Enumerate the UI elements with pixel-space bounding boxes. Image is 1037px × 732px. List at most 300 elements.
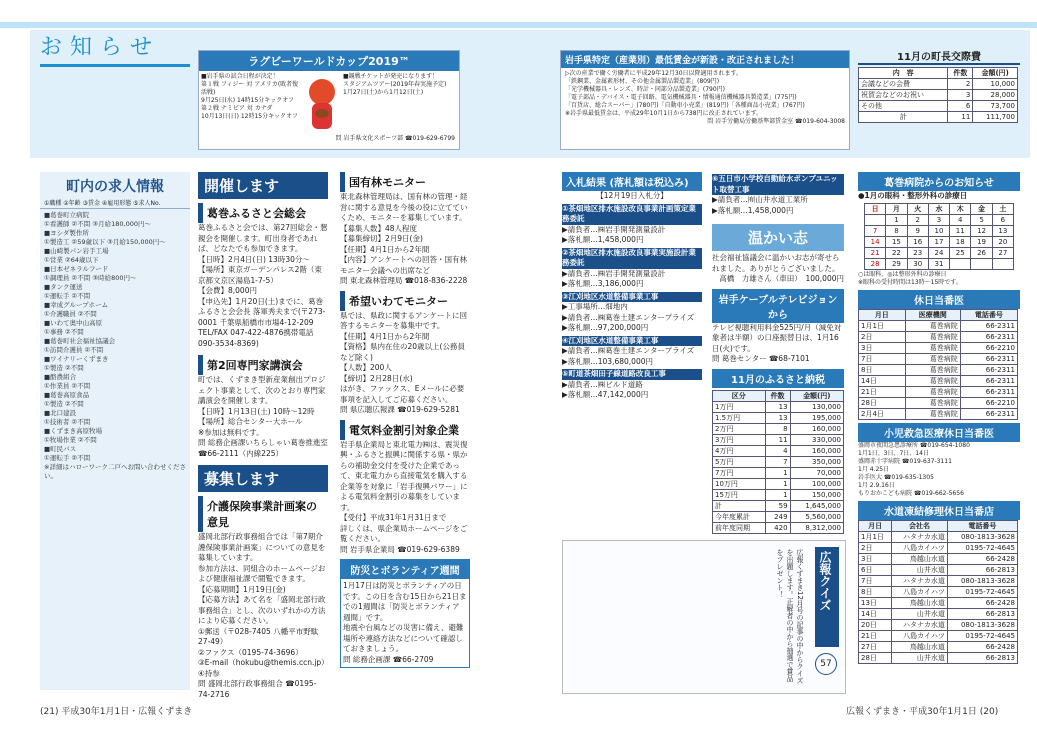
kyujitsu-cell: 葛巻病院 bbox=[905, 408, 960, 419]
furusato-cell: 1 bbox=[765, 478, 790, 489]
furusato-cell: 4 bbox=[765, 445, 790, 456]
footer-left: (21) 平成30年1月1日・広報くずまき bbox=[40, 707, 193, 717]
rugby-panel bbox=[198, 50, 460, 150]
kosai-header: 件数 bbox=[948, 68, 973, 79]
kosai-title: 11月の町長交際費 bbox=[858, 48, 1020, 65]
kuzumaki-line: 【会費】8,000円 bbox=[198, 286, 257, 295]
kibo-line: 【人数】200人 bbox=[340, 363, 392, 372]
quiz-panel bbox=[562, 540, 846, 694]
kyujitsu-header: 医療機関 bbox=[905, 309, 960, 320]
kaigo-line: 参加方法は、同組合のホームページおよび健康福祉課で閲覧できます。 bbox=[198, 563, 326, 583]
calendar-day-header: 火 bbox=[907, 203, 928, 214]
suido-cell: 3日 bbox=[859, 553, 892, 564]
kyujitsu-cell: 葛巻病院 bbox=[905, 353, 960, 364]
kyujitsu-cell: 1月1日 bbox=[859, 320, 906, 331]
nyusatsu-continued bbox=[712, 174, 844, 216]
shoni-title: 小児救急医療休日当番医 bbox=[858, 423, 1020, 442]
kibo-line: 【締切】2月28日(水) bbox=[340, 373, 413, 383]
suido-cell: 080-1813-3628 bbox=[947, 575, 1017, 586]
wage-line: 「鉄鋼業、金属素形材、その他金属製品製造業」(809円) bbox=[565, 78, 720, 85]
kibo-head: 希望いわてモニター bbox=[340, 291, 470, 311]
kyujin-list bbox=[40, 209, 190, 483]
kazoku-line: ※参加は無料です。 bbox=[198, 427, 264, 437]
kuzumaki-line: 【日時】2月4日(日) 13時30分〜 bbox=[198, 254, 310, 264]
nyusatsu-list bbox=[562, 204, 702, 401]
furusato-cell: 5万円 bbox=[713, 456, 766, 467]
kazoku-body bbox=[198, 375, 328, 459]
kokuyu-head: 国有林モニター bbox=[340, 172, 470, 192]
suido-cell: 山井水道 bbox=[892, 652, 948, 663]
kibo-body bbox=[340, 311, 470, 416]
kibo-line: 【任期】4月1日から2年間 bbox=[340, 331, 430, 341]
calendar-day bbox=[992, 258, 1013, 269]
atataka-title: 温かい志 bbox=[712, 224, 844, 251]
hospital-note: ○は眼科、◎は整形外科の診療日 bbox=[858, 270, 947, 278]
kyujin-line: ■ヨシダ製作所 bbox=[44, 229, 89, 237]
kyujitsu-cell: 葛巻病院 bbox=[905, 320, 960, 331]
suido-cell: 28日 bbox=[859, 652, 892, 663]
title-char: せ bbox=[130, 35, 153, 60]
suido-cell: ハタナカ水道 bbox=[892, 575, 948, 586]
rugby-line: 第１戦 フィジー 対 アメリカ(敗者復活戦) bbox=[201, 81, 299, 96]
suido-cell: 鳥越山水道 bbox=[892, 641, 948, 652]
footer-right: 広報くずまき・平成30年1月1日 (20) bbox=[846, 707, 999, 717]
furusato-cell: 4万円 bbox=[713, 445, 766, 456]
kyujitsu-cell: 66-2311 bbox=[960, 331, 1017, 342]
furusato-cell: 330,000 bbox=[790, 434, 843, 445]
kyujitsu-cell: 66-2311 bbox=[960, 386, 1017, 397]
calendar-day: 23 bbox=[907, 247, 928, 258]
furusato-cell: 1.5万円 bbox=[713, 412, 766, 423]
calendar-day bbox=[865, 214, 886, 225]
calendar-day bbox=[971, 258, 992, 269]
hospital-note: ※眼科の受付時間は13時〜15時です。 bbox=[858, 278, 962, 286]
nyusatsu-item-line: ▶請負者…㈱ビルド道路 bbox=[562, 379, 643, 389]
kyujin-panel bbox=[40, 172, 190, 690]
calendar-day: 7 bbox=[865, 225, 886, 236]
kyujitsu-cell: 葛巻病院 bbox=[905, 364, 960, 375]
furusato-header: 金額(円) bbox=[790, 390, 843, 401]
kibo-line: 県では、県政に関するアンケートに回答するモニターを募集中です。 bbox=[340, 310, 468, 330]
shoni-line: もりおかこども病院 ☎019-662-5656 bbox=[858, 489, 964, 497]
furusato-cell: 130,000 bbox=[790, 401, 843, 412]
calendar-day: 25 bbox=[950, 247, 971, 258]
title-char: ら bbox=[100, 35, 123, 60]
furusato-cell: 8,312,000 bbox=[790, 522, 843, 533]
kosai-cell: 3 bbox=[948, 90, 973, 101]
kokuyu-line: 【任期】4月1日から2年間 bbox=[340, 244, 430, 254]
kaigo-line: ④持参 bbox=[198, 668, 220, 678]
suido-cell: 66-2813 bbox=[947, 652, 1017, 663]
kyujitsu-cell: 葛巻病院 bbox=[905, 386, 960, 397]
calendar-day: 16 bbox=[907, 236, 928, 247]
kyujin-line: ■いわて奥中山高原 bbox=[44, 319, 103, 327]
furusato-cell: 13 bbox=[765, 412, 790, 423]
furusato-cell: 5,560,000 bbox=[790, 511, 843, 522]
kosai-cell: 11 bbox=[948, 112, 973, 123]
kazoku-line: 【場所】総合センター大ホール bbox=[198, 417, 303, 426]
kosai-cell: 会議などの会費 bbox=[859, 79, 948, 90]
furusato-cell: 1 bbox=[765, 489, 790, 500]
kyujin-line: ①製造工 ②59歳以下 ③月給150,000円〜 bbox=[44, 238, 166, 246]
kosai-cell: その他 bbox=[859, 101, 948, 112]
suido-cell: 66-2813 bbox=[947, 608, 1017, 619]
calendar-day: 20 bbox=[992, 236, 1013, 247]
boshu-heading: 募集します bbox=[198, 465, 328, 492]
rugby-line: 9月25日(水) 14時15分キックオフ bbox=[201, 97, 295, 104]
furusato-header: 区分 bbox=[713, 390, 766, 401]
cable-body: テレビ視聴利用料金525円/月（減免対象者は半額）の口座振替日は、1月16日(火)です。 bbox=[712, 322, 842, 353]
calendar-day: 28 bbox=[865, 258, 886, 269]
suido-cell: 八島カイハツ bbox=[892, 630, 948, 641]
suido-table bbox=[858, 520, 1018, 664]
furusato-table bbox=[712, 390, 844, 534]
suido-header: 会社名 bbox=[892, 520, 948, 531]
suido-title: 水道凍結修理休日当番店 bbox=[858, 501, 1020, 520]
denki-line: 【受付】平成31年1月31日まで bbox=[340, 513, 447, 522]
furusato-cell: 195,000 bbox=[790, 412, 843, 423]
kaigo-line: ①郵送（〒028-7405 八幡平市野駄27-49） bbox=[198, 626, 319, 646]
kaisai-heading: 開催します bbox=[198, 172, 328, 199]
calendar-day: 22 bbox=[886, 247, 907, 258]
wage-panel bbox=[560, 50, 850, 150]
furusato-cell: 2万円 bbox=[713, 423, 766, 434]
suido-cell: 66-2813 bbox=[947, 564, 1017, 575]
kokuyu-line: 東北森林管理局は、国有林の管理・経営に関する意見を今後の役に立てていくため、モニターを募集しています。 bbox=[340, 192, 468, 222]
kyujitsu-cell: 葛巻病院 bbox=[905, 375, 960, 386]
kyujin-line: ①看護師 ②不問 ③月給180,000円〜 bbox=[44, 220, 151, 228]
kibo-line: はがき、ファックス、Eメールに必要事項を記入してご応募ください。 bbox=[340, 384, 465, 404]
nyusatsu-date: 【12月19日入札分】 bbox=[596, 191, 668, 200]
kosai-cell: 73,700 bbox=[973, 101, 1018, 112]
kyujin-line: ■日本ゼネラルフード bbox=[44, 265, 109, 273]
kyujin-line: ①運転手 ②不問 bbox=[44, 292, 91, 300]
kazoku-line: 町では、くずまき型新産業創出プロジェクト事業として、次のとおり専門家講演会を開催します。 bbox=[198, 375, 326, 405]
furusato-cell: 計 bbox=[713, 500, 766, 511]
calendar-day: 19 bbox=[971, 236, 992, 247]
furusato-cell: 160,000 bbox=[790, 423, 843, 434]
suido-cell: 6日 bbox=[859, 564, 892, 575]
calendar-day: 8 bbox=[886, 225, 907, 236]
nyusatsu-title: 入札結果 (落札額は税込み) bbox=[562, 172, 702, 191]
quiz-text: 広報くずまき12月号の記事の中からクイズを出題します。正解者の中から抽選で賞品をプレゼント！ bbox=[776, 549, 804, 684]
wage-line: 「電子部品・デバイス・電子回路、電気機械器具・情報通信機械器具製造業」(775円) bbox=[565, 94, 797, 101]
kosai-cell: 28,000 bbox=[973, 90, 1018, 101]
kyujitsu-cell: 2日 bbox=[859, 331, 906, 342]
kyujitsu-header: 月日 bbox=[859, 309, 906, 320]
nyusatsu-item-head: ②茶畑地区排水施設改良事業実施設計業務委託 bbox=[562, 248, 702, 269]
calendar-day: 30 bbox=[907, 258, 928, 269]
kyujin-line: ①製造 ②不問 bbox=[44, 364, 84, 372]
calendar-day-header: 水 bbox=[928, 203, 949, 214]
kyujitsu-cell: 8日 bbox=[859, 364, 906, 375]
suido-cell: 1月1日 bbox=[859, 531, 892, 542]
kosai-table bbox=[858, 67, 1018, 123]
kyujitsu-cell: 28日 bbox=[859, 397, 906, 408]
suido-header: 電話番号 bbox=[947, 520, 1017, 531]
kokuyu-line: 【募集人数】48人程度 bbox=[340, 223, 418, 233]
nyusatsu-item-line: ▶請負者…㈱岩手開発測量設計 bbox=[562, 224, 666, 234]
furusato-cell: 249 bbox=[765, 511, 790, 522]
kyujin-line: ■町民バス bbox=[44, 445, 77, 453]
col6-column bbox=[858, 172, 1020, 692]
kyujin-line: ※詳細はハローワーク二戸へお問い合わせください。 bbox=[44, 463, 186, 480]
suido-cell: 八島カイハツ bbox=[892, 586, 948, 597]
furusato-cell: 8 bbox=[765, 423, 790, 434]
bousai-body bbox=[341, 579, 469, 667]
calendar-day: 13 bbox=[992, 225, 1013, 236]
bousai-line: 地震や台風などの災害に備え、避難場所や連絡方法などについて確認しておきましょう。 bbox=[343, 623, 464, 653]
furusato-cell: 59 bbox=[765, 500, 790, 511]
suido-cell: 8日 bbox=[859, 586, 892, 597]
suido-cell: 14日 bbox=[859, 608, 892, 619]
calendar-day: 17 bbox=[928, 236, 949, 247]
suido-cell: 080-1813-3628 bbox=[947, 619, 1017, 630]
suido-cell: 7日 bbox=[859, 575, 892, 586]
kuzumaki-line: 葛巻ふるさと会では、第27回総会・懇親会を開催します。町出身者であれば、どなたでも参加できます。 bbox=[198, 223, 328, 253]
kuzumaki-head: 葛巻ふるさと会総会 bbox=[198, 203, 328, 223]
col5-column bbox=[712, 172, 844, 532]
shoni-list bbox=[858, 442, 1020, 498]
furusato-cell: 350,000 bbox=[790, 456, 843, 467]
suido-cell: 66-2428 bbox=[947, 641, 1017, 652]
denki-body bbox=[340, 440, 470, 556]
nyusatsu-item-line: ▶落札額…3,186,000円 bbox=[562, 279, 644, 288]
furusato-cell: 160,000 bbox=[790, 445, 843, 456]
suido-cell: 66-2428 bbox=[947, 597, 1017, 608]
calendar-day: 10 bbox=[928, 225, 949, 236]
calendar-day: 27 bbox=[992, 247, 1013, 258]
kosai-cell: 2 bbox=[948, 79, 973, 90]
rugby-title: ラグビーワールドカップ2019™ bbox=[199, 51, 459, 71]
kyujin-line: ■葛巻町立病院 bbox=[44, 211, 90, 219]
kyujitsu-cell: 葛巻病院 bbox=[905, 331, 960, 342]
calendar-day: 29 bbox=[886, 258, 907, 269]
furusato-cell: 10万円 bbox=[713, 478, 766, 489]
kazoku-line: 問 総務企画課いちらしゃい葛巻推進室 ☎66-2111（内線225） bbox=[198, 438, 328, 458]
calendar-day: 24 bbox=[928, 247, 949, 258]
rugby-line: 10月13日(日) 12時15分キックオフ bbox=[201, 113, 298, 120]
kyujitsu-cell: 葛巻病院 bbox=[905, 397, 960, 408]
kosai-panel bbox=[858, 48, 1020, 148]
calendar-day: 1 bbox=[886, 214, 907, 225]
kyujin-line: ■酪農組合 bbox=[44, 373, 77, 381]
quiz-title: 広報クイズ bbox=[818, 551, 832, 611]
kuzumaki-body bbox=[198, 223, 328, 349]
kuzumaki-line: 【場所】東京ガーデンパレス2階（東京都文京区湯島1-7-5） bbox=[198, 265, 322, 285]
kaigo-line: 【応募方法】あて名を「盛岡北部行政事務組合」とし、次のいずれかの方法により応募ください。 bbox=[198, 595, 326, 625]
furusato-cell: 1万円 bbox=[713, 401, 766, 412]
nyusatsu-item-head: ⑥五日市小学校自動給水ポンプユニット取替工事 bbox=[712, 174, 844, 195]
furusato-cell: 15万円 bbox=[713, 489, 766, 500]
atataka-body: 社会福祉協議会に温かいお志が寄せられました。ありがとうございました。 bbox=[712, 253, 840, 273]
suido-header: 月日 bbox=[859, 520, 892, 531]
kokuyu-body bbox=[340, 192, 470, 287]
kyujin-line: ■ワイナリーくずまき bbox=[44, 355, 109, 363]
suido-cell: 66-2428 bbox=[947, 553, 1017, 564]
title-char: 知 bbox=[70, 35, 93, 60]
nyusatsu-item-line: ▶落札額…1,458,000円 bbox=[562, 235, 644, 244]
wage-line: 「百貨店、総合スーパー」(780円)「自動車小売業」(819円)「各種商品小売業」(767円) bbox=[565, 102, 805, 109]
bousai-line: 1月17日は防災とボランティアの日です。この日を含む15日から21日までの1週間は「防災とボランティア週間」です。 bbox=[343, 581, 467, 622]
calendar-day-header: 金 bbox=[971, 203, 992, 214]
calendar-day: 2 bbox=[907, 214, 928, 225]
suido-cell: 20日 bbox=[859, 619, 892, 630]
hospital-title: 葛巻病院からのお知らせ bbox=[858, 172, 1020, 191]
title-char: お bbox=[40, 35, 63, 60]
rugby-line: 第２戦 ナミビア 対 カナダ bbox=[201, 105, 273, 112]
kyujin-line: ■くずまき高原牧場 bbox=[44, 427, 103, 435]
kyujitsu-cell: 21日 bbox=[859, 386, 906, 397]
nyusatsu-item-line: ▶落札額…47,142,000円 bbox=[562, 390, 649, 399]
furusato-cell: 420 bbox=[765, 522, 790, 533]
kosai-cell: 6 bbox=[948, 101, 973, 112]
kyujin-line: ①調理員 ②不問 ③時給800円〜 bbox=[44, 274, 137, 282]
kyujitsu-cell: 66-2311 bbox=[960, 364, 1017, 375]
calendar-day: 18 bbox=[950, 236, 971, 247]
kyujitsu-cell: 2月4日 bbox=[859, 408, 906, 419]
kosai-cell: 111,700 bbox=[973, 112, 1018, 123]
furusato-cell: 70,000 bbox=[790, 467, 843, 478]
kyujitsu-table bbox=[858, 309, 1018, 420]
nyusatsu-item-line: ▶落札額…1,458,000円 bbox=[712, 205, 794, 215]
furusato-header: 件数 bbox=[765, 390, 790, 401]
furusato-cell: 13 bbox=[765, 401, 790, 412]
kokuyu-line: 【内容】アンケートへの回答・国有林モニター会議への出席など bbox=[340, 255, 468, 275]
suido-cell: 2日 bbox=[859, 542, 892, 553]
calendar-day: 21 bbox=[865, 247, 886, 258]
kokuyu-line: 【募集締切】2月9日(金) bbox=[340, 234, 423, 243]
kaigo-line: ③E-mail（hokubu@themis.ccn.jp） bbox=[198, 658, 329, 667]
kyujitsu-cell: 66-2210 bbox=[960, 342, 1017, 353]
suido-cell: 山井水道 bbox=[892, 608, 948, 619]
kyujitsu-title: 休日当番医 bbox=[858, 290, 1020, 309]
kyujin-line: ①訪問介護員 ②不問 bbox=[44, 346, 104, 354]
nyusatsu-item-line: ▶請負者…㈲山井水道工業所 bbox=[712, 195, 808, 204]
kyujin-lead: ①職種 ②年齢 ③賃金 ④雇用形態 ⑤求人No. bbox=[40, 200, 190, 209]
furusato-cell: 3万円 bbox=[713, 434, 766, 445]
kokuyu-line: 問 東北森林管理局 ☎018-836-2228 bbox=[340, 276, 468, 285]
kyujin-line: ■北口建設 bbox=[44, 409, 77, 417]
cable-contact: 問 葛巻センター ☎68-7101 bbox=[712, 354, 810, 363]
nyusatsu-item-head: ③江刈地区水道整備事業工事 bbox=[562, 292, 702, 303]
rugby-contact: 問 岩手県文化スポーツ部 ☎019-629-6799 bbox=[335, 135, 455, 142]
kyujitsu-cell: 66-2311 bbox=[960, 408, 1017, 419]
kyujin-line: ①牧場作業 ②不問 bbox=[44, 436, 97, 444]
kyujitsu-cell: 66-2210 bbox=[960, 397, 1017, 408]
furusato-cell: 100,000 bbox=[790, 478, 843, 489]
rugby-line: 1月27日(土)から1月12日(土) bbox=[343, 89, 424, 96]
nyusatsu-item-line: ▶工事場所…畑地内 bbox=[562, 302, 628, 311]
atataka-donor: 高橋 力雄さん（車田） 100,000円 bbox=[719, 274, 844, 283]
calendar-day: 12 bbox=[971, 225, 992, 236]
kosai-cell: 祝賀会などのお祝い bbox=[859, 90, 948, 101]
hospital-calendar bbox=[864, 203, 1014, 270]
denki-line: 問 岩手県企業局 ☎019-629-6389 bbox=[340, 544, 460, 554]
kosai-cell: 10,000 bbox=[973, 79, 1018, 90]
furusato-cell: 11 bbox=[765, 434, 790, 445]
suido-cell: 八島カイハツ bbox=[892, 542, 948, 553]
suido-cell: ハタナカ水道 bbox=[892, 619, 948, 630]
kyujin-line: ①事務 ②不問 bbox=[44, 328, 84, 336]
kyujin-line: ■葛巻高原食品 bbox=[44, 391, 90, 399]
kyujin-title: 町内の求人情報 bbox=[66, 179, 164, 195]
kyujitsu-cell: 66-2311 bbox=[960, 320, 1017, 331]
kyujin-line: ①製造 ②不問 bbox=[44, 400, 84, 408]
nyusatsu-item-line: ▶請負者…㈱葛巻土建エンタープライズ bbox=[562, 346, 695, 355]
hospital-subtitle: ●1月の眼科・整形外科の診療日 bbox=[858, 191, 968, 200]
shoni-line: 1月1日、3日、7日、14日 bbox=[858, 449, 929, 457]
kyujin-line: ①作業員 ②不問 bbox=[44, 382, 91, 390]
kosai-header: 内 容 bbox=[859, 68, 948, 79]
calendar-day: 4 bbox=[950, 214, 971, 225]
kyujin-line: ①営業 ②64歳以下 bbox=[44, 256, 99, 264]
rugby-line: ■岩手県の試合日程が決定！ bbox=[201, 73, 279, 80]
calendar-day: 31 bbox=[928, 258, 949, 269]
suido-cell: 21日 bbox=[859, 630, 892, 641]
kazoku-line: 【日時】1月13日(土) 10時〜12時 bbox=[198, 406, 315, 416]
kaigo-line: 盛岡北部行政事務組合では「第7期介護保険事業計画案」についての意見を募集しています。 bbox=[198, 532, 326, 562]
kyujin-line: ①介護職員 ②不問 bbox=[44, 310, 97, 318]
calendar-day: 11 bbox=[950, 225, 971, 236]
furusato-cell: 今年度累計 bbox=[713, 511, 766, 522]
calendar-day-header: 土 bbox=[992, 203, 1013, 214]
furusato-cell: 1 bbox=[765, 467, 790, 478]
calendar-day-header: 木 bbox=[950, 203, 971, 214]
cable-title: 岩手ケーブルテレビジョンから bbox=[712, 289, 844, 323]
kyujin-line: ■葛巻町社会福祉協議会 bbox=[44, 337, 116, 345]
furusato-title: 11月のふるさと納税 bbox=[712, 369, 844, 388]
suido-cell: 0195-72-4645 bbox=[947, 630, 1017, 641]
bousai-head: 防災とボランティア週間 bbox=[341, 560, 469, 579]
kyujitsu-cell: 3日 bbox=[859, 342, 906, 353]
kyujitsu-cell: 葛巻病院 bbox=[905, 342, 960, 353]
calendar-day: 3 bbox=[928, 214, 949, 225]
kaigo-line: ②ファクス（0195-74-3696） bbox=[198, 647, 303, 657]
calendar-day-header: 月 bbox=[886, 203, 907, 214]
shoni-line: 盛岡赤十字病院 ☎019-637-3111 bbox=[858, 457, 952, 465]
nyusatsu-item-head: ①茶畑地区排水施設改良事業計画策定業務委託 bbox=[562, 204, 702, 225]
col3-column bbox=[340, 172, 470, 692]
nyusatsu-item-line: ▶落札額…103,680,000円 bbox=[562, 356, 653, 366]
nyusatsu-item-head: ④江刈地区水道整備事業工事 bbox=[562, 336, 702, 347]
kyujitsu-cell: 66-2311 bbox=[960, 353, 1017, 364]
rugby-line: ■観戦チケットが発売になります！ bbox=[343, 73, 439, 80]
denki-head: 電気料金割引対象企業 bbox=[340, 420, 470, 440]
wage-contact: 問 岩手労働局労働基準部賃金室 ☎019-604-3008 bbox=[707, 118, 845, 125]
kyujin-line: ■幸成グループホーム bbox=[44, 301, 109, 309]
kibo-line: 問 県広聴広報課 ☎019-629-5281 bbox=[340, 405, 460, 414]
denki-line: 岩手県企業局と東北電力㈱は、震災復興・ふるさと振興に関係する県・県からの補助金交付を受けた企業であって、東北電力から直接電気を購入する企業等を対象に「岩手復興パワー」による電気料金割引の募集をしています。 bbox=[340, 439, 468, 512]
furusato-cell: 1,645,000 bbox=[790, 500, 843, 511]
kaisai-column bbox=[198, 172, 329, 699]
kyujitsu-cell: 14日 bbox=[859, 375, 906, 386]
quiz-number: 57 bbox=[815, 653, 837, 675]
kyujin-line: ①技術者 ②不問 bbox=[44, 418, 91, 426]
kyujin-line: ①運転手 ②不問 bbox=[44, 454, 91, 462]
shoni-line: 1月 2.9.16日 bbox=[858, 481, 895, 489]
nyusatsu-item-head: ⑤町道茶畑田子線道路改良工事 bbox=[562, 369, 702, 380]
furusato-cell: 7万円 bbox=[713, 467, 766, 478]
kyujin-line: ■山崎製パン岩手工場 bbox=[44, 247, 109, 255]
shoni-line: 盛岡市夜間急患診療所 ☎019-654-1080 bbox=[858, 441, 970, 449]
calendar-day: 6 bbox=[992, 214, 1013, 225]
suido-cell: ハタナカ水道 bbox=[892, 531, 948, 542]
rugby-mascot-icon bbox=[303, 75, 341, 135]
kazoku-head: 第2回専門家講演会 bbox=[198, 355, 328, 375]
kosai-cell: 計 bbox=[859, 112, 948, 123]
rugby-line: スタジアムツアー(2019年春実施予定) bbox=[343, 81, 447, 88]
